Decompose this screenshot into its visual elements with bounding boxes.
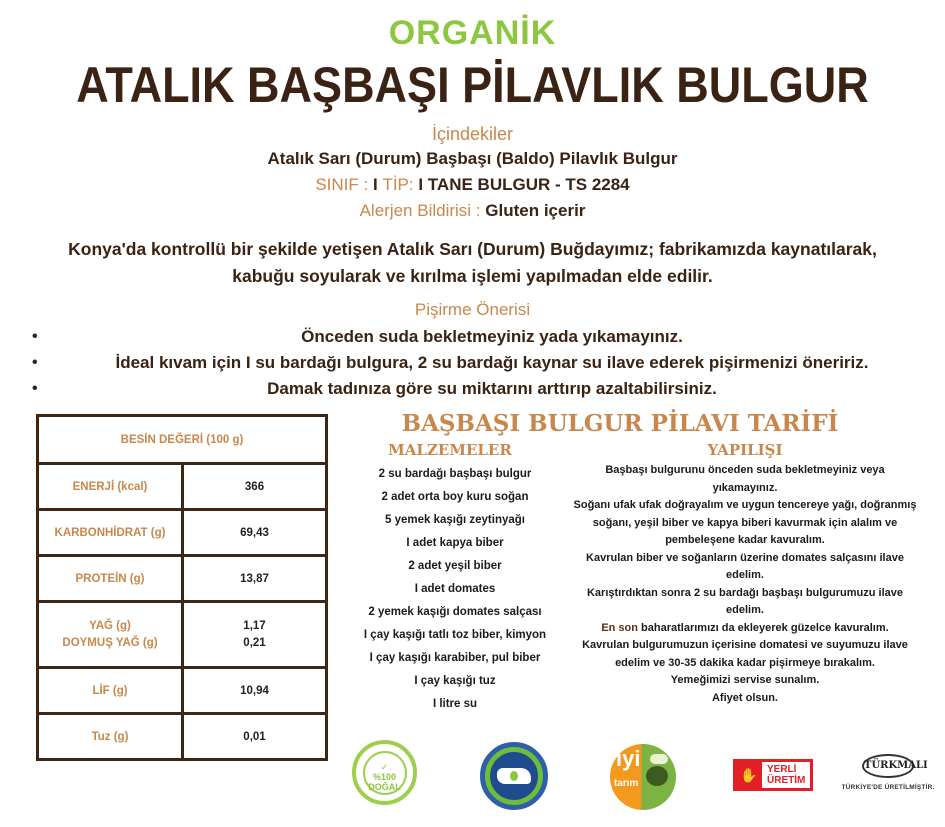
list-item: I litre su bbox=[432, 698, 478, 710]
table-row bbox=[38, 510, 327, 556]
natural-seal-logo: ✓ %100 DOĞAL bbox=[352, 740, 417, 805]
tree-icon bbox=[646, 766, 668, 786]
list-item: 5 yemek kaşığı zeytinyağı bbox=[385, 514, 525, 526]
table-row bbox=[38, 602, 327, 668]
nutrition-header-row bbox=[38, 416, 327, 464]
recipe-method-heading: YAPILIŞI bbox=[707, 441, 783, 459]
nutrient-label: LİF (g) bbox=[38, 668, 183, 714]
product-title: ATALIK BAŞBAŞI PİLAVLIK BULGUR bbox=[76, 57, 869, 113]
description-line: Konya'da kontrollü bir şekilde yetişen Atalık Sarı (Durum) Buğdayımız; fabrikamızda kaynatılarak, bbox=[68, 239, 877, 259]
type-value: I TANE BULGUR - TS 2284 bbox=[418, 175, 630, 194]
list-item: I çay kaşığı tatlı toz biber, kimyon bbox=[363, 629, 547, 641]
type-label: TİP: bbox=[382, 175, 414, 194]
recipe-method-text: Başbaşı bulgurunu önceden suda bekletmeyiniz veya yıkamayınız. Soğanı ufak ufak doğrayalım ve uygun tencereye yağı, doğranmış soğanı, yeşil biber ve kapya biberi kavurmak için alalım ve pembeleşene kadar kavuralım. Kavrulan biber ve soğanların üzerine domates salçasını ilave edelim. Karıştırdıktan sonra 2 su bardağı başbaşı bulgurumuzu ilave edelim. En son baharatlarımızı da ekleyerek güzelce kavuralım. Kavrulan bulgurumuzun içerisine domatesi ve suyumuzu ilave edelim ve 30-35 dakika kadar pişirmeye bırakalım. Yemeğimizi servise sunalım. Afiyet olsun. bbox=[573, 464, 917, 704]
nutrition-table bbox=[36, 414, 328, 761]
nutrient-label: YAĞ (g) DOYMUŞ YAĞ (g) bbox=[38, 602, 183, 668]
table-row bbox=[38, 668, 327, 714]
table-row bbox=[38, 464, 327, 510]
list-item: I adet domates bbox=[414, 583, 496, 595]
table-row bbox=[38, 556, 327, 602]
list-item: 2 adet orta boy kuru soğan bbox=[381, 491, 529, 503]
description-line: kabuğu soyularak ve kırılma işlemi yapılmadan elde edilir. bbox=[232, 266, 713, 286]
class-type-line bbox=[0, 175, 945, 195]
class-value: I bbox=[372, 175, 378, 194]
nutrient-label: PROTEİN (g) bbox=[38, 556, 183, 602]
bullet-icon: • bbox=[32, 354, 38, 371]
organic-farming-logo bbox=[480, 742, 548, 810]
recipe-ingredients-list bbox=[345, 465, 565, 718]
product-description bbox=[20, 236, 925, 290]
handshake-icon: ✋ bbox=[736, 762, 762, 788]
nutrient-value: 69,43 bbox=[183, 510, 327, 556]
list-item: 2 su bardağı başbaşı bulgur bbox=[378, 468, 532, 480]
ingredients-text: Atalık Sarı (Durum) Başbaşı (Baldo) Pilavlık Bulgur bbox=[267, 149, 678, 168]
nutrient-label: ENERJİ (kcal) bbox=[38, 464, 183, 510]
list-item: I çay kaşığı karabiber, pul biber bbox=[369, 652, 541, 664]
nutrient-value: 0,01 bbox=[183, 714, 327, 760]
nutrient-value: 1,17 0,21 bbox=[183, 602, 327, 668]
good-agriculture-logo: iyi tarım bbox=[610, 744, 676, 810]
certification-logos bbox=[0, 740, 945, 820]
list-item: 2 adet yeşil biber bbox=[408, 560, 502, 572]
bullet-icon: • bbox=[32, 328, 38, 345]
bullet-icon: • bbox=[32, 380, 38, 397]
nutrient-label: KARBONHİDRAT (g) bbox=[38, 510, 183, 556]
recipe-title: BAŞBAŞI BULGUR PİLAVI TARİFİ bbox=[401, 410, 839, 437]
ingredients-heading: İçindekiler bbox=[431, 124, 514, 144]
checkmark-icon: ✓ bbox=[380, 761, 389, 772]
cooking-item: • İdeal kıvam için I su bardağı bulgura, 2 su bardağı kaynar su ilave ederek pişirmenizi öneririz. bbox=[32, 350, 922, 376]
list-item: I adet kapya biber bbox=[406, 537, 504, 549]
nutrient-value: 10,94 bbox=[183, 668, 327, 714]
recipe-ingredients-heading: MALZEMELER bbox=[388, 441, 512, 459]
organic-badge: ORGANİK bbox=[388, 14, 557, 52]
allergen-value: Gluten içerir bbox=[485, 201, 586, 220]
cloud-icon bbox=[650, 754, 668, 764]
class-label: SINIF : bbox=[315, 175, 369, 194]
turkish-made-logo: TÜRKMALI TÜRKİYE'DE ÜRETİLMİŞTİR. bbox=[838, 754, 938, 791]
allergen-line bbox=[0, 201, 945, 221]
method-emphasis: En son bbox=[601, 621, 638, 634]
allergen-label: Alerjen Bildirisi : bbox=[359, 201, 481, 220]
cooking-list bbox=[32, 324, 922, 402]
cooking-item: • Damak tadınıza göre su miktarını arttırıp azaltabilirsiniz. bbox=[32, 376, 922, 402]
turkey-map-icon bbox=[497, 768, 531, 784]
nutrition-heading: BESİN DEĞERİ (100 g) bbox=[38, 416, 327, 464]
cooking-heading: Pişirme Önerisi bbox=[414, 300, 531, 319]
nutrient-label: Tuz (g) bbox=[38, 714, 183, 760]
cooking-item: • Önceden suda bekletmeyiniz yada yıkamayınız. bbox=[32, 324, 922, 350]
nutrient-value: 366 bbox=[183, 464, 327, 510]
list-item: 2 yemek kaşığı domates salçası bbox=[368, 606, 542, 618]
nutrient-value: 13,87 bbox=[183, 556, 327, 602]
list-item: I çay kaşığı tuz bbox=[414, 675, 496, 687]
local-production-logo: ✋ YERLİ ÜRETİM bbox=[733, 759, 813, 791]
